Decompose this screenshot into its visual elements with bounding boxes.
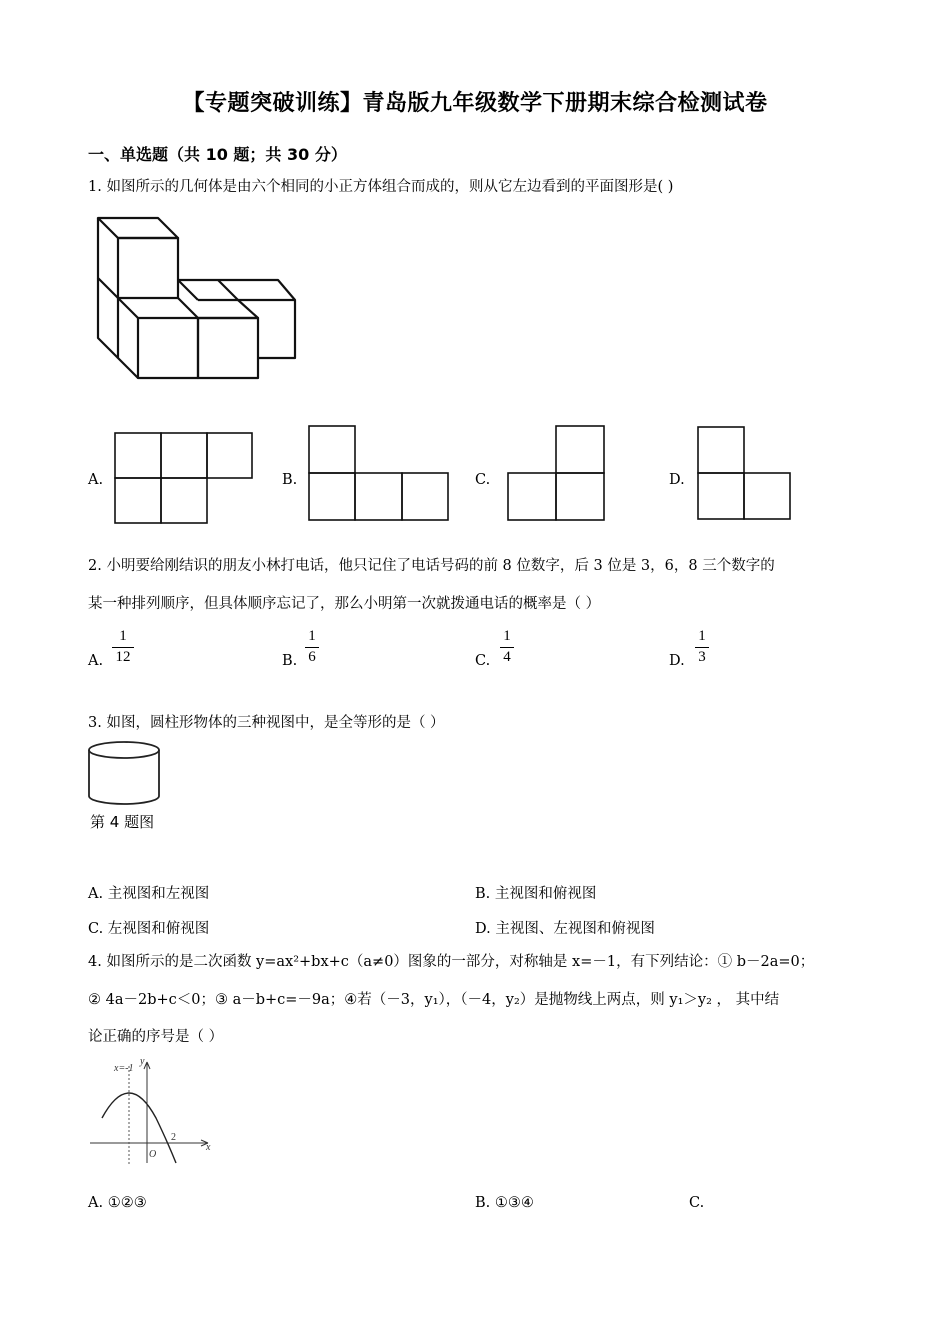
q1-option-b-figure[interactable] <box>308 425 450 521</box>
question-1-text: 1. 如图所示的几何体是由六个相同的小正方体组合而成的，则从它左边看到的平面图形是( ) <box>88 179 674 195</box>
root-label: 2 <box>171 1132 176 1143</box>
denominator: 12 <box>115 649 131 665</box>
q1-option-a-label[interactable]: A. <box>88 472 104 488</box>
numerator: 1 <box>308 628 316 644</box>
question-2-line-2: 某一种排列顺序，但具体顺序忘记了，那么小明第一次就拨通电话的概率是（ ） <box>88 596 601 612</box>
section-heading: 一、单选题（共 10 题；共 30 分） <box>88 145 347 164</box>
denominator: 3 <box>698 649 706 665</box>
q4-option-c[interactable]: C. <box>689 1195 705 1211</box>
axis-of-symmetry-label: x=-1 <box>114 1063 134 1074</box>
q1-option-b-label[interactable]: B. <box>282 472 298 488</box>
question-3-text: 3. 如图，圆柱形物体的三种视图中，是全等形的是（ ） <box>88 715 445 731</box>
origin-label: O <box>149 1149 157 1160</box>
q2-option-b-fraction[interactable] <box>305 628 319 666</box>
q1-option-d-label[interactable]: D. <box>669 472 685 488</box>
y-axis-label: y <box>140 1056 145 1067</box>
q2-option-a-label[interactable]: A. <box>88 653 104 669</box>
q1-option-c-label[interactable]: C. <box>475 472 491 488</box>
q2-option-c-label[interactable]: C. <box>475 653 491 669</box>
q2-option-c-fraction[interactable] <box>500 628 514 666</box>
q4-option-a[interactable]: A. ①②③ <box>88 1195 147 1211</box>
q2-option-d-fraction[interactable] <box>695 628 709 666</box>
numerator: 1 <box>119 628 127 644</box>
x-axis-label: x <box>206 1142 211 1153</box>
cylinder-figure <box>87 740 163 808</box>
cube-solid-figure <box>90 210 310 385</box>
parabola-graph <box>88 1058 218 1168</box>
q2-option-d-label[interactable]: D. <box>669 653 685 669</box>
q3-option-a[interactable]: A. 主视图和左视图 <box>88 886 210 902</box>
question-4-line-2: ② 4a－2b+c＜0；③ a－b+c=－9a；④若（－3，y₁），（－4，y₂）是抛物线上两点，则 y₁＞y₂ ， 其中结 <box>88 992 780 1008</box>
question-4-line-3: 论正确的序号是（ ） <box>88 1029 224 1045</box>
q2-option-a-fraction[interactable] <box>112 628 134 666</box>
q4-option-b[interactable]: B. ①③④ <box>475 1195 534 1211</box>
numerator: 1 <box>698 628 706 644</box>
q3-option-b[interactable]: B. 主视图和俯视图 <box>475 886 597 902</box>
denominator: 4 <box>503 649 511 665</box>
q2-option-b-label[interactable]: B. <box>282 653 298 669</box>
q1-option-c-figure[interactable] <box>507 425 605 521</box>
q3-option-c[interactable]: C. 左视图和俯视图 <box>88 921 210 937</box>
figure-caption: 第 4 题图 <box>90 813 155 831</box>
question-2-line-1: 2. 小明要给刚结识的朋友小林打电话，他只记住了电话号码的前 8 位数字，后 3 位是 3，6，8 三个数字的 <box>88 558 775 574</box>
q3-option-d[interactable]: D. 主视图、左视图和俯视图 <box>475 921 655 937</box>
question-4-line-1: 4. 如图所示的是二次函数 y=ax²+bx+c（a≠0）图象的一部分，对称轴是 x=－1，有下列结论：① b－2a=0； <box>88 954 815 970</box>
q1-option-d-figure[interactable] <box>697 426 791 521</box>
q1-option-a-figure[interactable] <box>114 432 254 524</box>
page-title: 【专题突破训练】青岛版九年级数学下册期末综合检测试卷 <box>182 91 768 116</box>
denominator: 6 <box>308 649 316 665</box>
numerator: 1 <box>503 628 511 644</box>
